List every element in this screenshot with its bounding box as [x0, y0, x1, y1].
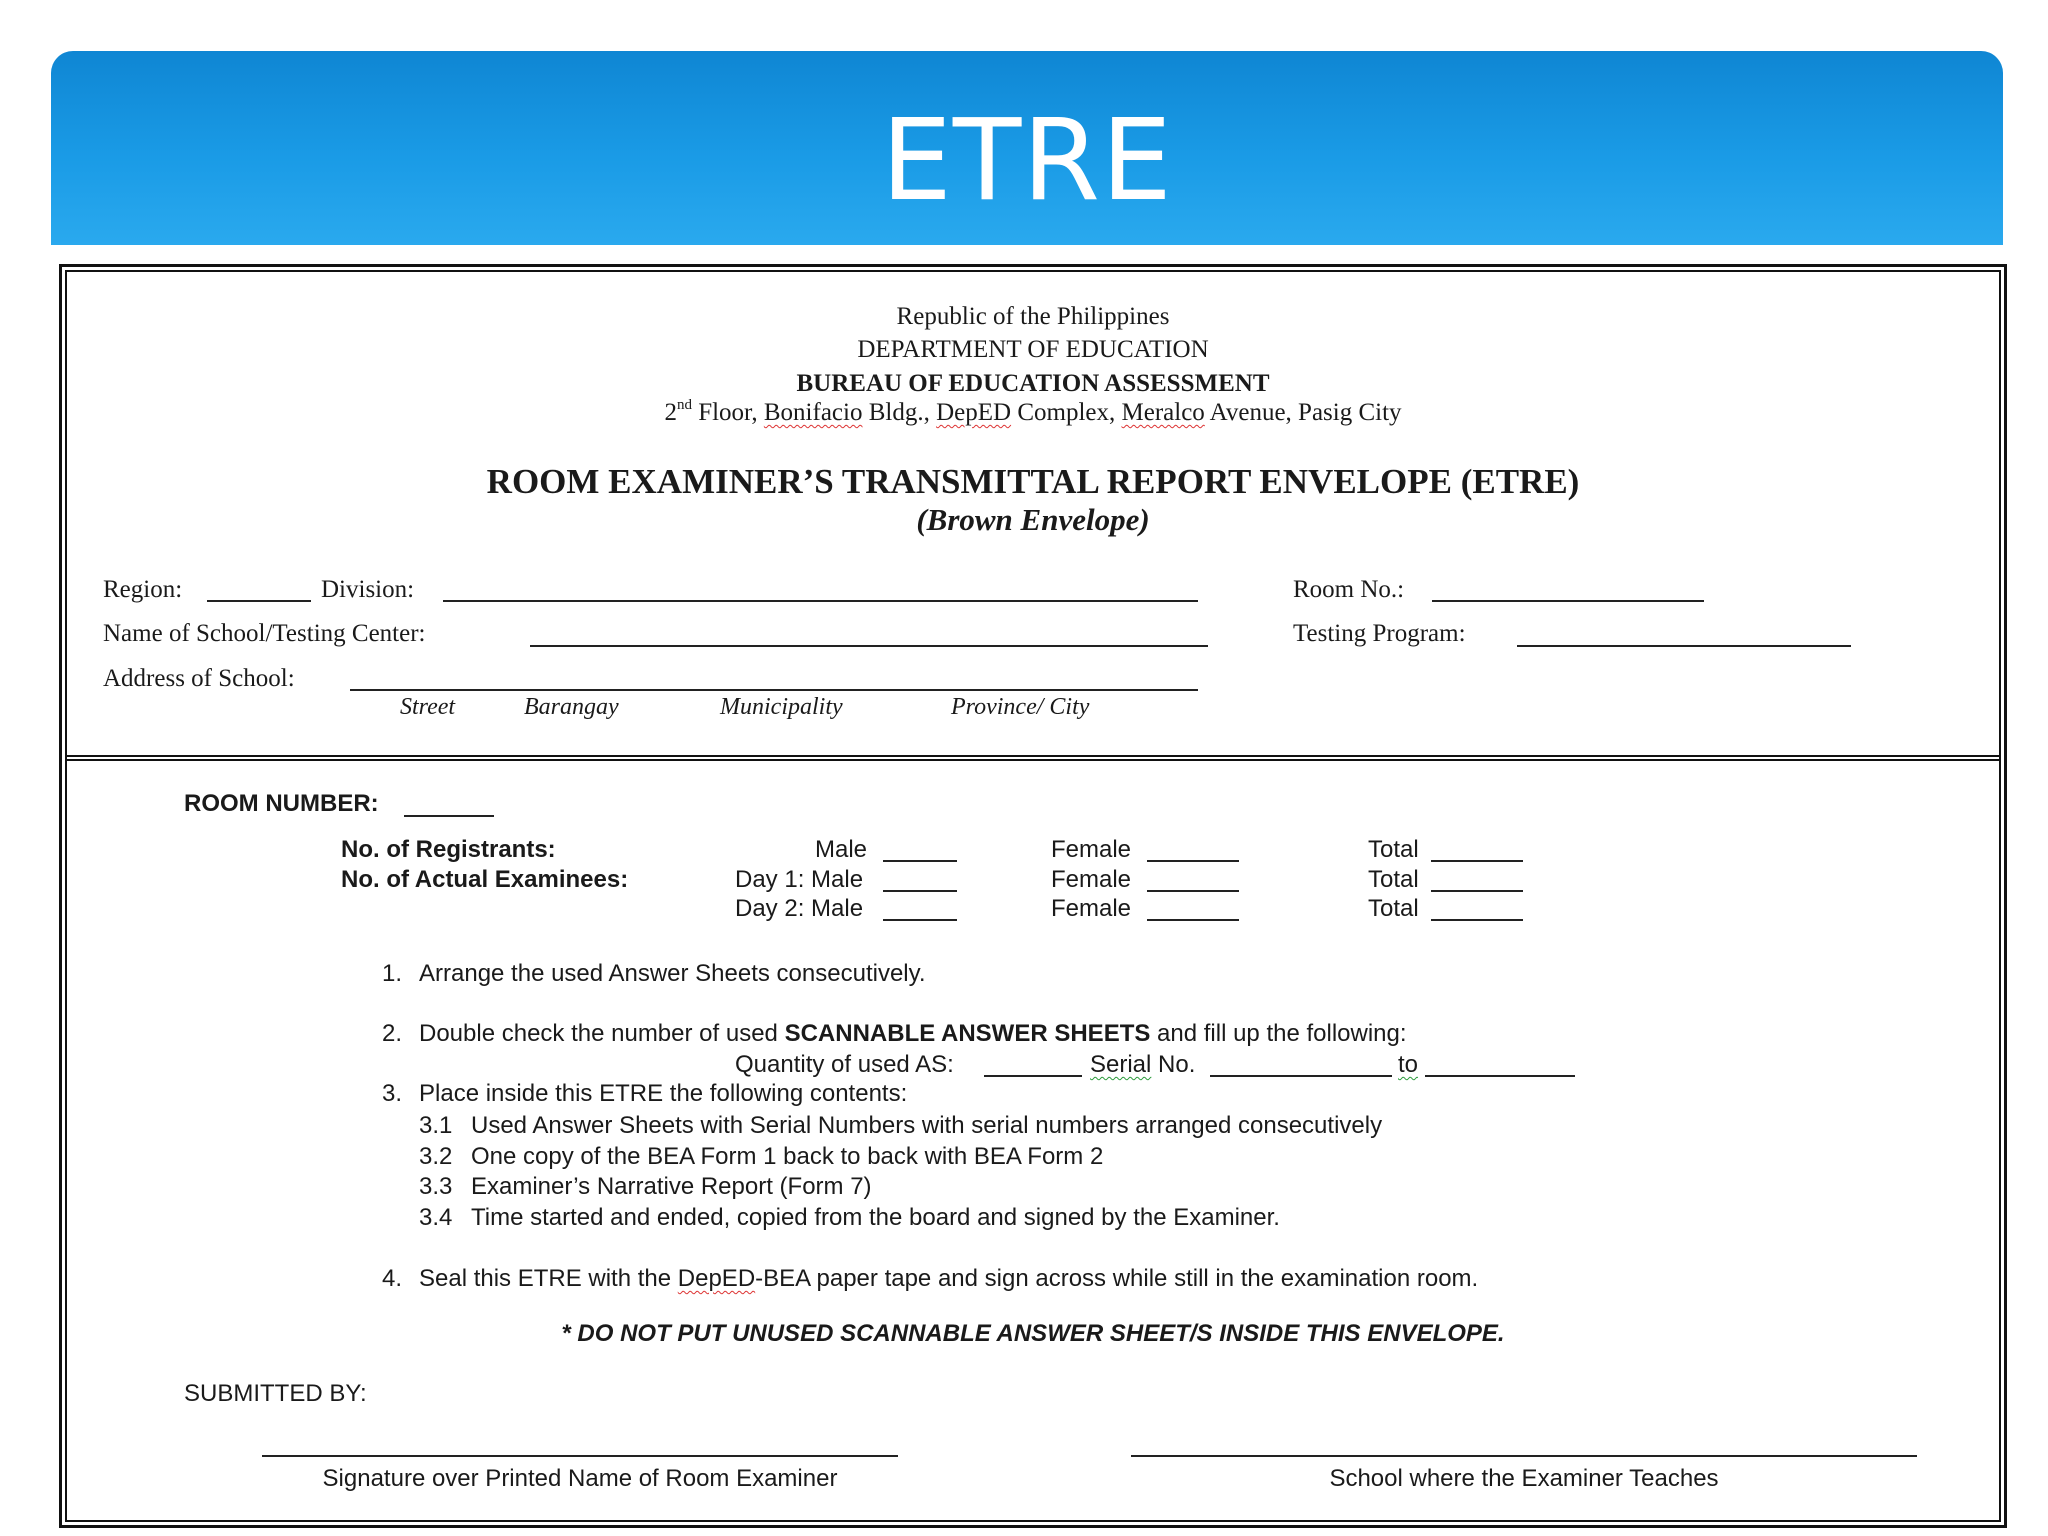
instruction-3: Place inside this ETRE the following contents:: [419, 1080, 908, 1107]
title-banner: [51, 51, 2003, 245]
section-divider-2: [65, 759, 2001, 761]
address-label: Address of School:: [103, 665, 295, 692]
sub-3-1: Used Answer Sheets with Serial Numbers with serial numbers arranged consecutively: [471, 1112, 1383, 1139]
examinees-label: No. of Actual Examinees:: [341, 866, 629, 893]
region-blank[interactable]: [207, 600, 311, 602]
form-subtitle: (Brown Envelope): [916, 502, 1150, 537]
signature-caption: Signature over Printed Name of Room Examiner: [322, 1465, 838, 1492]
day1-male-blank[interactable]: [883, 890, 957, 892]
instruction-2-bold: SCANNABLE ANSWER SHEETS: [784, 1020, 1151, 1047]
sub-3-3: Examiner’s Narrative Report (Form 7): [471, 1173, 872, 1200]
address-meralco: Meralco: [1121, 399, 1205, 426]
republic-line: Republic of the Philippines: [896, 303, 1170, 330]
department-line: DEPARTMENT OF EDUCATION: [857, 336, 1209, 363]
total-blank-day1[interactable]: [1431, 890, 1523, 892]
room-no-label: Room No.:: [1293, 576, 1405, 603]
address-province-label: Province/ City: [951, 694, 1090, 720]
female-blank-day1[interactable]: [1147, 890, 1239, 892]
sub-3-2: One copy of the BEA Form 1 back to back with BEA Form 2: [471, 1143, 1104, 1170]
form-title: ROOM EXAMINER’S TRANSMITTAL REPORT ENVELOPE (ETRE): [486, 462, 1580, 501]
female-blank-day2[interactable]: [1147, 919, 1239, 921]
female-blank[interactable]: [1147, 860, 1239, 862]
school-caption: School where the Examiner Teaches: [1329, 1465, 1719, 1492]
division-blank[interactable]: [443, 600, 1198, 602]
room-number-label: ROOM NUMBER:: [184, 790, 379, 817]
region-label: Region:: [103, 576, 183, 603]
division-label: Division:: [321, 576, 415, 603]
instruction-3-number: 3.: [382, 1080, 403, 1107]
to-label: to: [1398, 1051, 1419, 1078]
sub-3-2-number: 3.2: [419, 1143, 453, 1170]
serial-from-blank[interactable]: [1210, 1075, 1392, 1077]
total-blank[interactable]: [1431, 860, 1523, 862]
serial-to-blank[interactable]: [1425, 1075, 1575, 1077]
instruction-2-pre: Double check the number of used: [419, 1020, 785, 1047]
instruction-4-post: -BEA paper tape and sign across while still in the examination room.: [755, 1265, 1479, 1292]
instruction-1: Arrange the used Answer Sheets consecutively.: [419, 960, 926, 987]
serial-no-word: No.: [1151, 1051, 1196, 1078]
female-label-day2: Female: [1051, 895, 1132, 922]
day1-male-label: Day 1: Male: [735, 866, 864, 893]
address-municipality-label: Municipality: [720, 694, 843, 720]
school-blank[interactable]: [530, 645, 1208, 647]
day2-male-blank[interactable]: [883, 919, 957, 921]
instruction-2-number: 2.: [382, 1020, 403, 1047]
school-label: Name of School/Testing Center:: [103, 620, 426, 647]
serial-word: Serial: [1090, 1051, 1152, 1078]
instruction-4-deped: DepED: [677, 1265, 756, 1292]
address-sup: nd: [676, 397, 692, 413]
male-blank[interactable]: [883, 860, 957, 862]
instruction-4-pre: Seal this ETRE with the: [419, 1265, 678, 1292]
address-line: [65, 399, 2001, 427]
total-label-day2: Total: [1368, 895, 1419, 922]
instruction-4: [419, 1265, 1478, 1293]
sub-3-4: Time started and ended, copied from the board and signed by the Examiner.: [471, 1204, 1280, 1231]
instruction-1-number: 1.: [382, 960, 403, 987]
room-number-blank[interactable]: [404, 815, 494, 817]
female-label: Female: [1051, 836, 1132, 863]
instruction-2-post: and fill up the following:: [1150, 1020, 1407, 1047]
bureau-line: BUREAU OF EDUCATION ASSESSMENT: [796, 370, 1270, 397]
signature-line[interactable]: [262, 1455, 898, 1457]
address-deped: DepED: [936, 399, 1012, 426]
testing-program-blank[interactable]: [1517, 645, 1851, 647]
quantity-label: Quantity of used AS:: [735, 1051, 954, 1078]
slide-title: ETRE: [881, 96, 1173, 226]
submitted-by-label: SUBMITTED BY:: [184, 1380, 367, 1407]
female-label-day1: Female: [1051, 866, 1132, 893]
instruction-4-number: 4.: [382, 1265, 403, 1292]
total-label: Total: [1368, 836, 1419, 863]
registrants-label: No. of Registrants:: [341, 836, 556, 863]
address-street-label: Street: [400, 694, 456, 720]
room-no-blank[interactable]: [1432, 600, 1704, 602]
address-bonifacio: Bonifacio: [763, 399, 863, 426]
testing-program-label: Testing Program:: [1293, 620, 1466, 647]
address-blank[interactable]: [350, 689, 1198, 691]
instruction-2: [419, 1020, 1407, 1048]
warning-note: * DO NOT PUT UNUSED SCANNABLE ANSWER SHEET/S INSIDE THIS ENVELOPE.: [561, 1320, 1505, 1347]
sub-3-3-number: 3.3: [419, 1173, 453, 1200]
total-label-day1: Total: [1368, 866, 1419, 893]
quantity-blank[interactable]: [984, 1075, 1082, 1077]
sub-3-4-number: 3.4: [419, 1204, 453, 1231]
day2-male-label: Day 2: Male: [735, 895, 864, 922]
school-line[interactable]: [1131, 1455, 1917, 1457]
serial-no-label: [1090, 1051, 1195, 1079]
total-blank-day2[interactable]: [1431, 919, 1523, 921]
address-rest: Avenue, Pasig City: [1204, 399, 1402, 426]
address-floor-word: Floor,: [691, 399, 764, 426]
sub-3-1-number: 3.1: [419, 1112, 453, 1139]
address-floor: 2: [664, 399, 677, 426]
section-divider: [65, 755, 2001, 757]
address-bldg: Bldg.,: [862, 399, 937, 426]
address-complex: Complex,: [1011, 399, 1122, 426]
male-label: Male: [815, 836, 868, 863]
address-barangay-label: Barangay: [524, 694, 619, 720]
